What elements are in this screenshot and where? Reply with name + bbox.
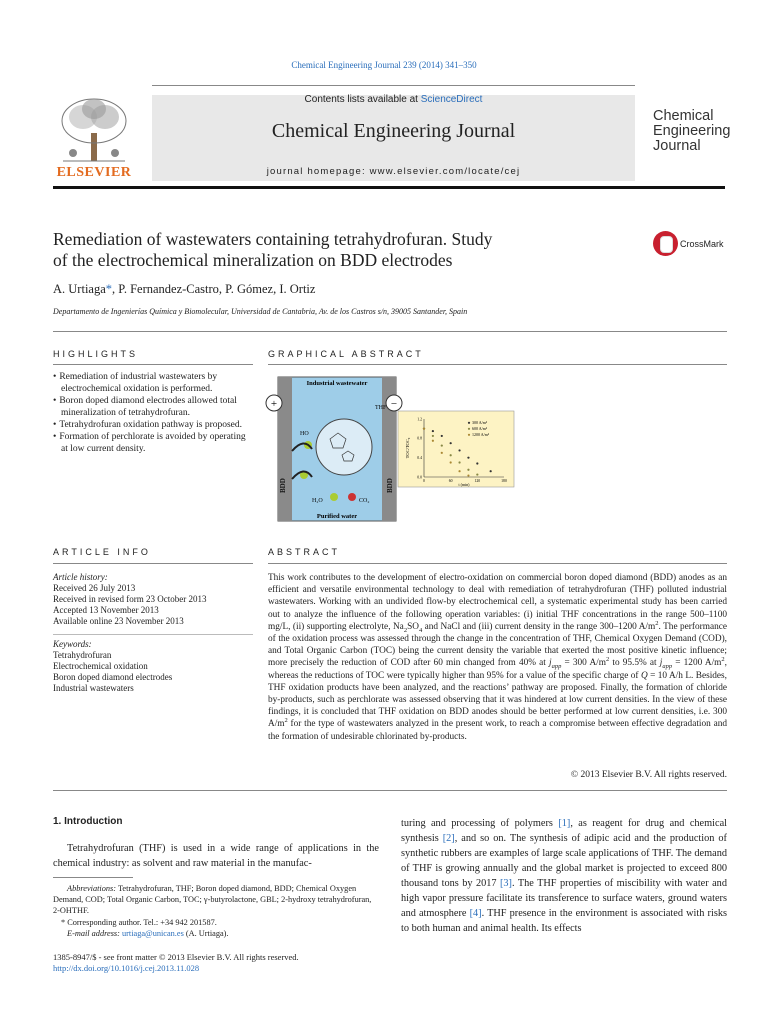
crossmark-icon [653, 231, 678, 256]
highlight-item: • Formation of perchlorate is avoided by operating at low current density. [53, 431, 253, 455]
chart-point [458, 449, 460, 451]
keyword: Industrial wastewaters [53, 683, 134, 693]
chart-point [467, 469, 469, 471]
abstract-bottom-rule [53, 790, 727, 791]
chart-y-tick-label: 0.0 [417, 475, 422, 480]
contents-availability [152, 94, 635, 105]
abstract-heading: ABSTRACT [268, 547, 341, 557]
molecule-diagram [316, 419, 372, 475]
journal-logo [653, 109, 733, 154]
chart-legend-label: 600 A/m² [472, 426, 488, 431]
abstract-superscript: 2 [605, 656, 610, 664]
crossmark-label: CrossMark [680, 238, 724, 249]
chart-point [458, 461, 460, 463]
author-affiliation: Departamento de Ingenierías Química y Biomolecular, Universidad de Cantabria, Av. de los Castros s/n, 39005 Santander, Spain [53, 307, 468, 316]
abstract-text-segment: = 300 A/m [561, 658, 606, 669]
chart-x-tick-label: 0 [423, 479, 425, 483]
article-info-block [53, 572, 253, 694]
graphical-abstract-heading: GRAPHICAL ABSTRACT [268, 349, 424, 359]
highlight-item: • Remediation of industrial wastewaters by electrochemical oxidation is performed. [53, 371, 253, 395]
introduction-right-column [401, 816, 727, 936]
chart-point [432, 430, 434, 432]
chart-y-tick-label: 0.8 [417, 436, 422, 441]
chart-legend-marker [468, 428, 470, 430]
tree-icon [53, 95, 135, 165]
abstract-copyright: © 2013 Elsevier B.V. All rights reserved. [570, 770, 727, 780]
abstract-text-segment: and NaCl and (iii) current density in the range 300–1200 A/m [422, 621, 656, 632]
water-label: H₂O [312, 498, 323, 504]
chart-x-label: t (min) [458, 482, 470, 487]
history-entry: Received in revised form 23 October 2013 [53, 594, 207, 604]
abstract-text-segment: to 95.5% at [609, 658, 660, 669]
chart-point [490, 470, 492, 472]
intro-text-segment: , and so on. The synthesis of adipic acid and the production of synthetic rubbers are examples of large scale applications of THF. The demand of THF is growing annually and the global market is projected to exceed 800 thousand tons by 2017 [401, 833, 727, 889]
history-entry: Available online 23 November 2013 [53, 616, 184, 626]
abstract-text-segment: = 10 A/h L. Besides, THF oxidation products have been analyzed, and the reactions’ pathway are proposed. Finally, the formation of chloride by-products, such as perchlorate was assessed observing that it was hindered at low current densities. In the view of these findings, it is concluded that THF oxidation on BDD anodes should be better performed at low current densities, i.e. 300 A/m [268, 670, 727, 730]
intro-text-segment: . The THF properties of miscibility with water and high vapor pressure facilitate its transference to surface waters, ground waters and atmosphere [401, 878, 727, 919]
reference-link[interactable]: [2] [442, 833, 455, 844]
abstract-text-segment: for the type of wastewaters analyzed in the present work, to reach a compromise between effective degradation and the formation of undesirable chlorinated by-products. [268, 719, 727, 742]
abbreviations-label: Abbreviations: [67, 884, 117, 893]
elsevier-wordmark: ELSEVIER [56, 165, 132, 180]
journal-homepage[interactable]: journal homepage: www.elsevier.com/locate/cej [266, 166, 521, 177]
chart-legend-label: 1200 A/m² [472, 432, 490, 437]
reference-link[interactable]: [3] [499, 878, 512, 889]
author-list [53, 282, 315, 297]
abstract-superscript: 2 [284, 717, 288, 725]
chart-point [450, 442, 452, 444]
footnote-rule [53, 877, 133, 878]
abstract-subscript: 2 [403, 626, 408, 634]
introduction-heading: 1. Introduction [53, 816, 123, 827]
header-top-rule [152, 85, 635, 86]
chart-legend-label: 300 A/m² [472, 420, 488, 425]
abstract-symbol: Q [640, 670, 648, 681]
introduction-left-column: Tetrahydrofuran (THF) is used in a wide range of applications in the chemical industry: as solvent and raw material in the manufac- [53, 843, 379, 869]
title-line: Remediation of wastewaters containing tetrahydrofuran. Study [53, 229, 493, 249]
highlight-item: • Tetrahydrofuran oxidation pathway is proposed. [53, 419, 253, 431]
abstract-text-segment: . The performance of the oxidation process was assessed through the change in the concentration of THF, Chemical Oxygen Demand (COD), and Total Organic Carbon (TOC) being the current density the variable that exerted the most positive kinetic influence; more precisely the reduction of COD after 60 min changed from 40% at [268, 621, 727, 669]
abstract-text-segment: This work contributes to the development of electro-oxidation on commercial boron doped diamond (BDD) anodes as an efficient and versatile environmental technology to deal with remediation of tetrahydrofuran (THF) polluted industrial wastewaters. Working with an undivided flow-by electrochemical cell, a systematic experimental study has been carried out to analyze the influence of the following operation variables: (i) initial THF concentrations in the range 500–1100 mg/L, (ii) supporting electrolyte, Na [268, 573, 727, 632]
abstract-body [268, 572, 727, 743]
chart-y-tick-label: 1.2 [417, 417, 422, 422]
abstract-superscript: 2 [655, 619, 659, 627]
abbreviations-note [53, 883, 379, 917]
abstract-subscript: 4 [418, 626, 423, 634]
chart-panel [398, 411, 514, 487]
article-info-heading: ARTICLE INFO [53, 547, 151, 557]
journal-name: Chemical Engineering Journal [271, 120, 516, 142]
corresponding-note: * Corresponding author. Tel.: +34 942 201587. [61, 917, 217, 927]
graphical-abstract-svg [264, 375, 515, 523]
keywords-label: Keywords: [53, 639, 92, 649]
chart-point [432, 440, 434, 442]
hydroxyl-label: HO [300, 431, 309, 437]
journal-citation[interactable]: Chemical Engineering Journal 239 (2014) 341–350 [291, 60, 477, 70]
history-entry: Received 26 July 2013 [53, 583, 136, 593]
minus-sign: − [390, 398, 398, 410]
author-names-rest: , P. Fernandez-Castro, P. Gómez, I. Ortiz [112, 282, 316, 296]
co2-label: CO₂ [359, 498, 370, 504]
abstract-text-segment: , whereas the reductions of TOC were typically higher than 95% for a value of the specific charge of [268, 658, 727, 681]
chart-point [441, 444, 443, 446]
article-title [53, 229, 613, 271]
keywords-divider [53, 634, 253, 635]
abstract-text-segment: = 1200 A/m [672, 658, 722, 669]
corresponding-author-mark[interactable]: * [105, 282, 113, 296]
chart-point [467, 474, 469, 476]
chart-point [458, 470, 460, 472]
sciencedirect-link[interactable]: ScienceDirect [420, 94, 483, 105]
doi-link[interactable]: http://dx.doi.org/10.1016/j.cej.2013.11.028 [53, 963, 200, 973]
abstract-symbol: j [659, 658, 663, 669]
chart-point [441, 435, 443, 437]
highlights-rule [53, 364, 253, 365]
chart-point [450, 454, 452, 456]
chart-legend-marker [468, 422, 470, 424]
intro-text-segment: turing and processing of polymers [401, 818, 559, 829]
crossmark-badge[interactable] [653, 231, 724, 256]
abbreviations-text: Tetrahydrofuran, THF; Boron doped diamond, BDD; Chemical Oxygen Demand, COD; Total Organic Carbon, TOC; γ-butyrolactone, GBL; 2-hydroxy tetrahydrofuran, 2-OHTHF. [53, 884, 372, 916]
thf-label: THF [375, 405, 387, 411]
bdd-right-label: BDD [386, 478, 394, 493]
email-note [53, 928, 379, 939]
graphical-abstract-figure [264, 375, 515, 523]
issn-line: 1385-8947/$ - see front matter © 2013 Elsevier B.V. All rights reserved. [53, 952, 299, 962]
bdd-left-label: BDD [279, 478, 287, 493]
header-bottom-rule [53, 186, 725, 189]
plus-sign: + [270, 398, 278, 410]
email-label: E-mail address: [67, 928, 120, 938]
chart-point [467, 457, 469, 459]
abstract-subscript: app [551, 663, 562, 671]
chart-point [476, 473, 478, 475]
history-label: Article history: [53, 572, 108, 582]
keyword: Boron doped diamond electrodes [53, 672, 173, 682]
title-line: of the electrochemical mineralization on BDD electrodes [53, 250, 453, 270]
contents-prefix: Contents lists available at [304, 94, 418, 105]
chart-point [441, 452, 443, 454]
keyword: Tetrahydrofuran [53, 650, 112, 660]
chart-point [476, 462, 478, 464]
history-entry: Accepted 13 November 2013 [53, 605, 159, 615]
highlight-item: • Boron doped diamond electrodes allowed total mineralization of tetrahydrofuran. [53, 395, 253, 419]
email-link[interactable]: urtiaga@unican.es [122, 928, 184, 938]
intro-text-segment: , as reagent for drug and chemical synthesis [401, 818, 727, 844]
purified-water-label: Purified water [316, 513, 358, 520]
radical-icon [330, 493, 338, 501]
chart-y-tick-label: 0.4 [417, 455, 422, 460]
footnotes [53, 883, 379, 939]
reference-link[interactable]: [1] [558, 818, 571, 829]
highlights-list [53, 371, 253, 455]
journal-logo-line: Journal [653, 138, 701, 154]
chart-point [432, 435, 434, 437]
reference-link[interactable]: [4] [469, 908, 482, 919]
chart-point [450, 461, 452, 463]
chart-x-tick-label: 180 [501, 479, 507, 483]
chart-legend-marker [468, 434, 470, 436]
article-info-rule [53, 563, 253, 564]
graphical-abstract-rule [268, 364, 727, 365]
highlights-heading: HIGHLIGHTS [53, 349, 139, 359]
keyword: Electrochemical oxidation [53, 661, 148, 671]
journal-logo-line: Chemical [653, 108, 714, 124]
chart-point [423, 428, 425, 430]
abstract-text-segment: SO [407, 621, 419, 632]
oxygen-icon [348, 493, 356, 501]
abstract-symbol: j [548, 658, 552, 669]
affiliation-rule [53, 331, 727, 332]
abstract-subscript: app [662, 663, 673, 671]
chart-x-tick-label: 60 [448, 479, 453, 483]
abstract-superscript: 2 [721, 656, 725, 664]
author-name: A. Urtiaga [53, 282, 106, 296]
journal-logo-line: Engineering [653, 123, 731, 139]
email-suffix: (A. Urtiaga). [183, 928, 229, 938]
chart-x-tick-label: 120 [474, 479, 481, 483]
industrial-wastewater-label: Industrial wastewater [306, 380, 368, 387]
intro-text-segment: . THF presence in the environment is associated with risks to both human and animal health. Its effects [401, 908, 727, 934]
abstract-rule [268, 563, 727, 564]
chart-y-label: TOC/TOC₀ [405, 437, 410, 459]
bottom-info [53, 952, 299, 974]
